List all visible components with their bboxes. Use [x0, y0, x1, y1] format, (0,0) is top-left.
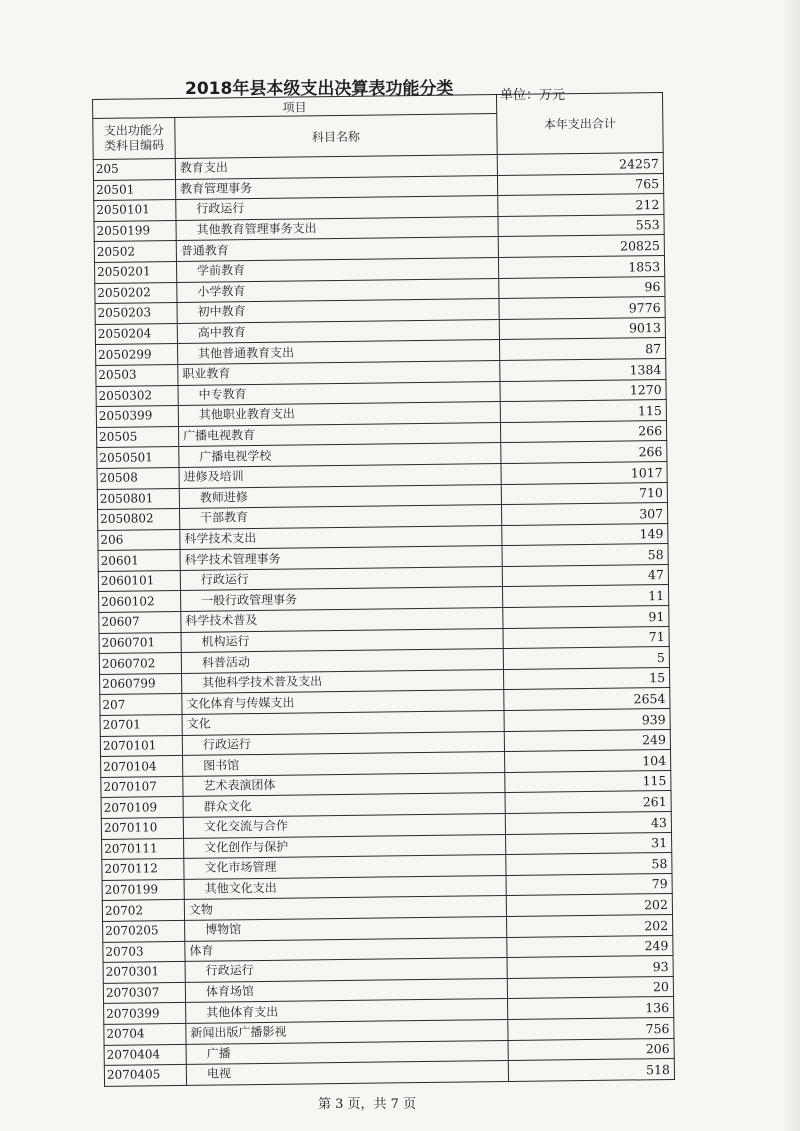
row-name: 图书馆	[183, 752, 505, 777]
row-amount: 43	[505, 811, 671, 834]
row-name: 教师进修	[179, 484, 501, 509]
row-code: 2070104	[101, 756, 183, 778]
row-code: 2050201	[94, 261, 176, 283]
row-code: 2070112	[102, 859, 184, 881]
row-amount: 1853	[498, 255, 664, 278]
row-amount: 20	[507, 976, 673, 999]
row-code: 205	[93, 158, 175, 180]
row-amount: 266	[500, 420, 666, 443]
row-name: 其他文化支出	[184, 875, 506, 900]
row-amount: 115	[500, 400, 666, 423]
row-name: 文化	[182, 711, 504, 736]
row-name: 其他教育管理事务支出	[176, 216, 498, 241]
row-amount: 202	[507, 914, 673, 937]
row-name: 干部教育	[180, 505, 502, 530]
row-amount: 24257	[497, 153, 663, 176]
row-name: 中专教育	[178, 381, 500, 406]
header-code	[93, 117, 175, 159]
row-amount: 212	[498, 194, 664, 217]
row-amount: 136	[508, 997, 674, 1020]
row-code: 20601	[98, 550, 180, 572]
row-code: 2060701	[99, 632, 181, 654]
row-amount: 1384	[500, 358, 666, 381]
row-amount: 93	[507, 956, 673, 979]
row-code: 2070111	[102, 838, 184, 860]
row-amount: 1270	[500, 379, 666, 402]
header-item: 项目	[93, 95, 497, 119]
row-amount: 9776	[499, 297, 665, 320]
row-amount: 47	[502, 564, 668, 587]
row-name: 其他普通教育支出	[177, 340, 499, 365]
row-amount: 58	[502, 544, 668, 567]
row-amount: 939	[504, 709, 670, 732]
row-name: 其他体育支出	[186, 999, 508, 1024]
row-name: 其他职业教育支出	[178, 402, 500, 427]
row-code: 2050501	[97, 447, 179, 469]
row-amount: 149	[502, 523, 668, 546]
row-amount: 756	[508, 1017, 674, 1040]
row-amount: 79	[506, 873, 672, 896]
row-code: 20607	[99, 612, 181, 634]
row-code: 2070399	[104, 1003, 186, 1025]
page-title: 2018年县本级支出决算表功能分类	[185, 79, 454, 99]
row-code: 20505	[97, 426, 179, 448]
row-code: 2070301	[103, 962, 185, 984]
row-code: 2070307	[103, 982, 185, 1004]
row-amount: 5	[503, 647, 669, 670]
row-amount: 115	[505, 770, 671, 793]
row-name: 进修及培训	[179, 463, 501, 488]
row-code: 2050302	[96, 385, 178, 407]
row-code: 20704	[104, 1023, 186, 1045]
row-amount: 91	[503, 606, 669, 629]
row-code: 20502	[94, 241, 176, 263]
row-code: 2050399	[96, 406, 178, 428]
row-amount: 249	[507, 935, 673, 958]
row-amount: 307	[502, 503, 668, 526]
row-code: 2070107	[101, 776, 183, 798]
row-name: 文物	[184, 896, 506, 921]
row-code: 2070205	[103, 920, 185, 942]
row-name: 艺术表演团体	[183, 772, 505, 797]
row-code: 2070110	[101, 817, 183, 839]
row-name: 博物馆	[185, 916, 507, 941]
row-name: 科普活动	[181, 649, 503, 674]
row-code: 20701	[100, 714, 182, 736]
row-amount: 206	[508, 1038, 674, 1061]
row-amount: 31	[506, 832, 672, 855]
table-header	[93, 93, 664, 160]
row-amount: 710	[501, 482, 667, 505]
row-name: 广播电视学校	[179, 443, 501, 468]
page-footer: 第 3 页，共 7 页	[318, 1097, 417, 1112]
row-code: 2070109	[101, 797, 183, 819]
row-name: 行政运行	[176, 196, 498, 221]
row-code: 2050199	[94, 220, 176, 242]
row-name: 科学技术管理事务	[180, 546, 502, 571]
row-name: 行政运行	[180, 566, 502, 591]
header-total: 本年支出合计	[496, 93, 663, 155]
row-amount: 518	[508, 1059, 674, 1082]
row-amount: 9013	[499, 317, 665, 340]
row-code: 20508	[97, 467, 179, 489]
row-amount: 104	[505, 750, 671, 773]
row-code: 2050101	[94, 200, 176, 222]
row-name: 群众文化	[183, 793, 505, 818]
row-amount: 553	[498, 214, 664, 237]
row-name: 广播电视教育	[179, 422, 501, 447]
row-name: 一般行政管理事务	[181, 587, 503, 612]
row-code: 20702	[102, 900, 184, 922]
row-amount: 1017	[501, 461, 667, 484]
row-amount: 266	[501, 441, 667, 464]
row-name: 普通教育	[176, 237, 498, 262]
row-code: 2050299	[96, 344, 178, 366]
row-code: 2050204	[95, 323, 177, 345]
row-code: 207	[100, 694, 182, 716]
row-code: 2070405	[104, 1065, 186, 1087]
row-code: 2070404	[104, 1044, 186, 1066]
header-code-label: 支出功能分类科目编码	[103, 123, 165, 153]
row-name: 行政运行	[182, 731, 504, 756]
row-code: 2070199	[102, 879, 184, 901]
row-name: 职业教育	[178, 360, 500, 385]
row-code: 2050801	[97, 488, 179, 510]
row-code: 2050203	[95, 303, 177, 325]
row-code: 2070101	[100, 735, 182, 757]
row-name: 科学技术支出	[180, 525, 502, 550]
row-name: 教育支出	[175, 155, 497, 180]
row-name: 文化创作与保护	[184, 834, 506, 859]
row-name: 高中教育	[177, 319, 499, 344]
row-code: 20501	[93, 179, 175, 201]
row-amount: 249	[504, 729, 670, 752]
table-container	[92, 92, 674, 1087]
row-code: 2060799	[100, 673, 182, 695]
row-name: 机构运行	[181, 628, 503, 653]
header-name: 科目名称	[175, 114, 497, 159]
row-code: 2050802	[98, 509, 180, 531]
row-amount: 96	[499, 276, 665, 299]
unit-label: 单位：万元	[500, 88, 566, 103]
row-name: 科学技术普及	[181, 608, 503, 633]
row-code: 2060101	[98, 570, 180, 592]
row-code: 206	[98, 529, 180, 551]
row-name: 学前教育	[176, 258, 498, 283]
row-amount: 261	[505, 791, 671, 814]
expenditure-table	[92, 92, 675, 1087]
row-name: 初中教育	[177, 299, 499, 324]
row-name: 广播	[186, 1040, 508, 1065]
row-amount: 11	[503, 585, 669, 608]
row-amount: 2654	[504, 688, 670, 711]
row-name: 小学教育	[177, 278, 499, 303]
row-amount: 765	[497, 173, 663, 196]
row-amount: 58	[506, 853, 672, 876]
row-name: 其他科学技术普及支出	[182, 669, 504, 694]
scan-edge-shadow	[782, 0, 800, 1131]
row-amount: 20825	[498, 235, 664, 258]
row-name: 体育场馆	[185, 978, 507, 1003]
row-code: 20703	[103, 941, 185, 963]
row-name: 文化交流与合作	[183, 814, 505, 839]
row-name: 新闻出版广播影视	[186, 1019, 508, 1044]
row-amount: 202	[506, 894, 672, 917]
row-amount: 87	[499, 338, 665, 361]
table-body	[93, 153, 674, 1087]
row-name: 体育	[185, 937, 507, 962]
row-code: 2050202	[95, 282, 177, 304]
row-code: 2060102	[99, 591, 181, 613]
row-amount: 15	[504, 667, 670, 690]
row-code: 20503	[96, 364, 178, 386]
row-name: 文化市场管理	[184, 855, 506, 880]
row-name: 文化体育与传媒支出	[182, 690, 504, 715]
row-name: 电视	[186, 1061, 508, 1086]
row-amount: 71	[503, 626, 669, 649]
row-name: 行政运行	[185, 958, 507, 983]
row-name: 教育管理事务	[175, 175, 497, 200]
row-code: 2060702	[99, 653, 181, 675]
